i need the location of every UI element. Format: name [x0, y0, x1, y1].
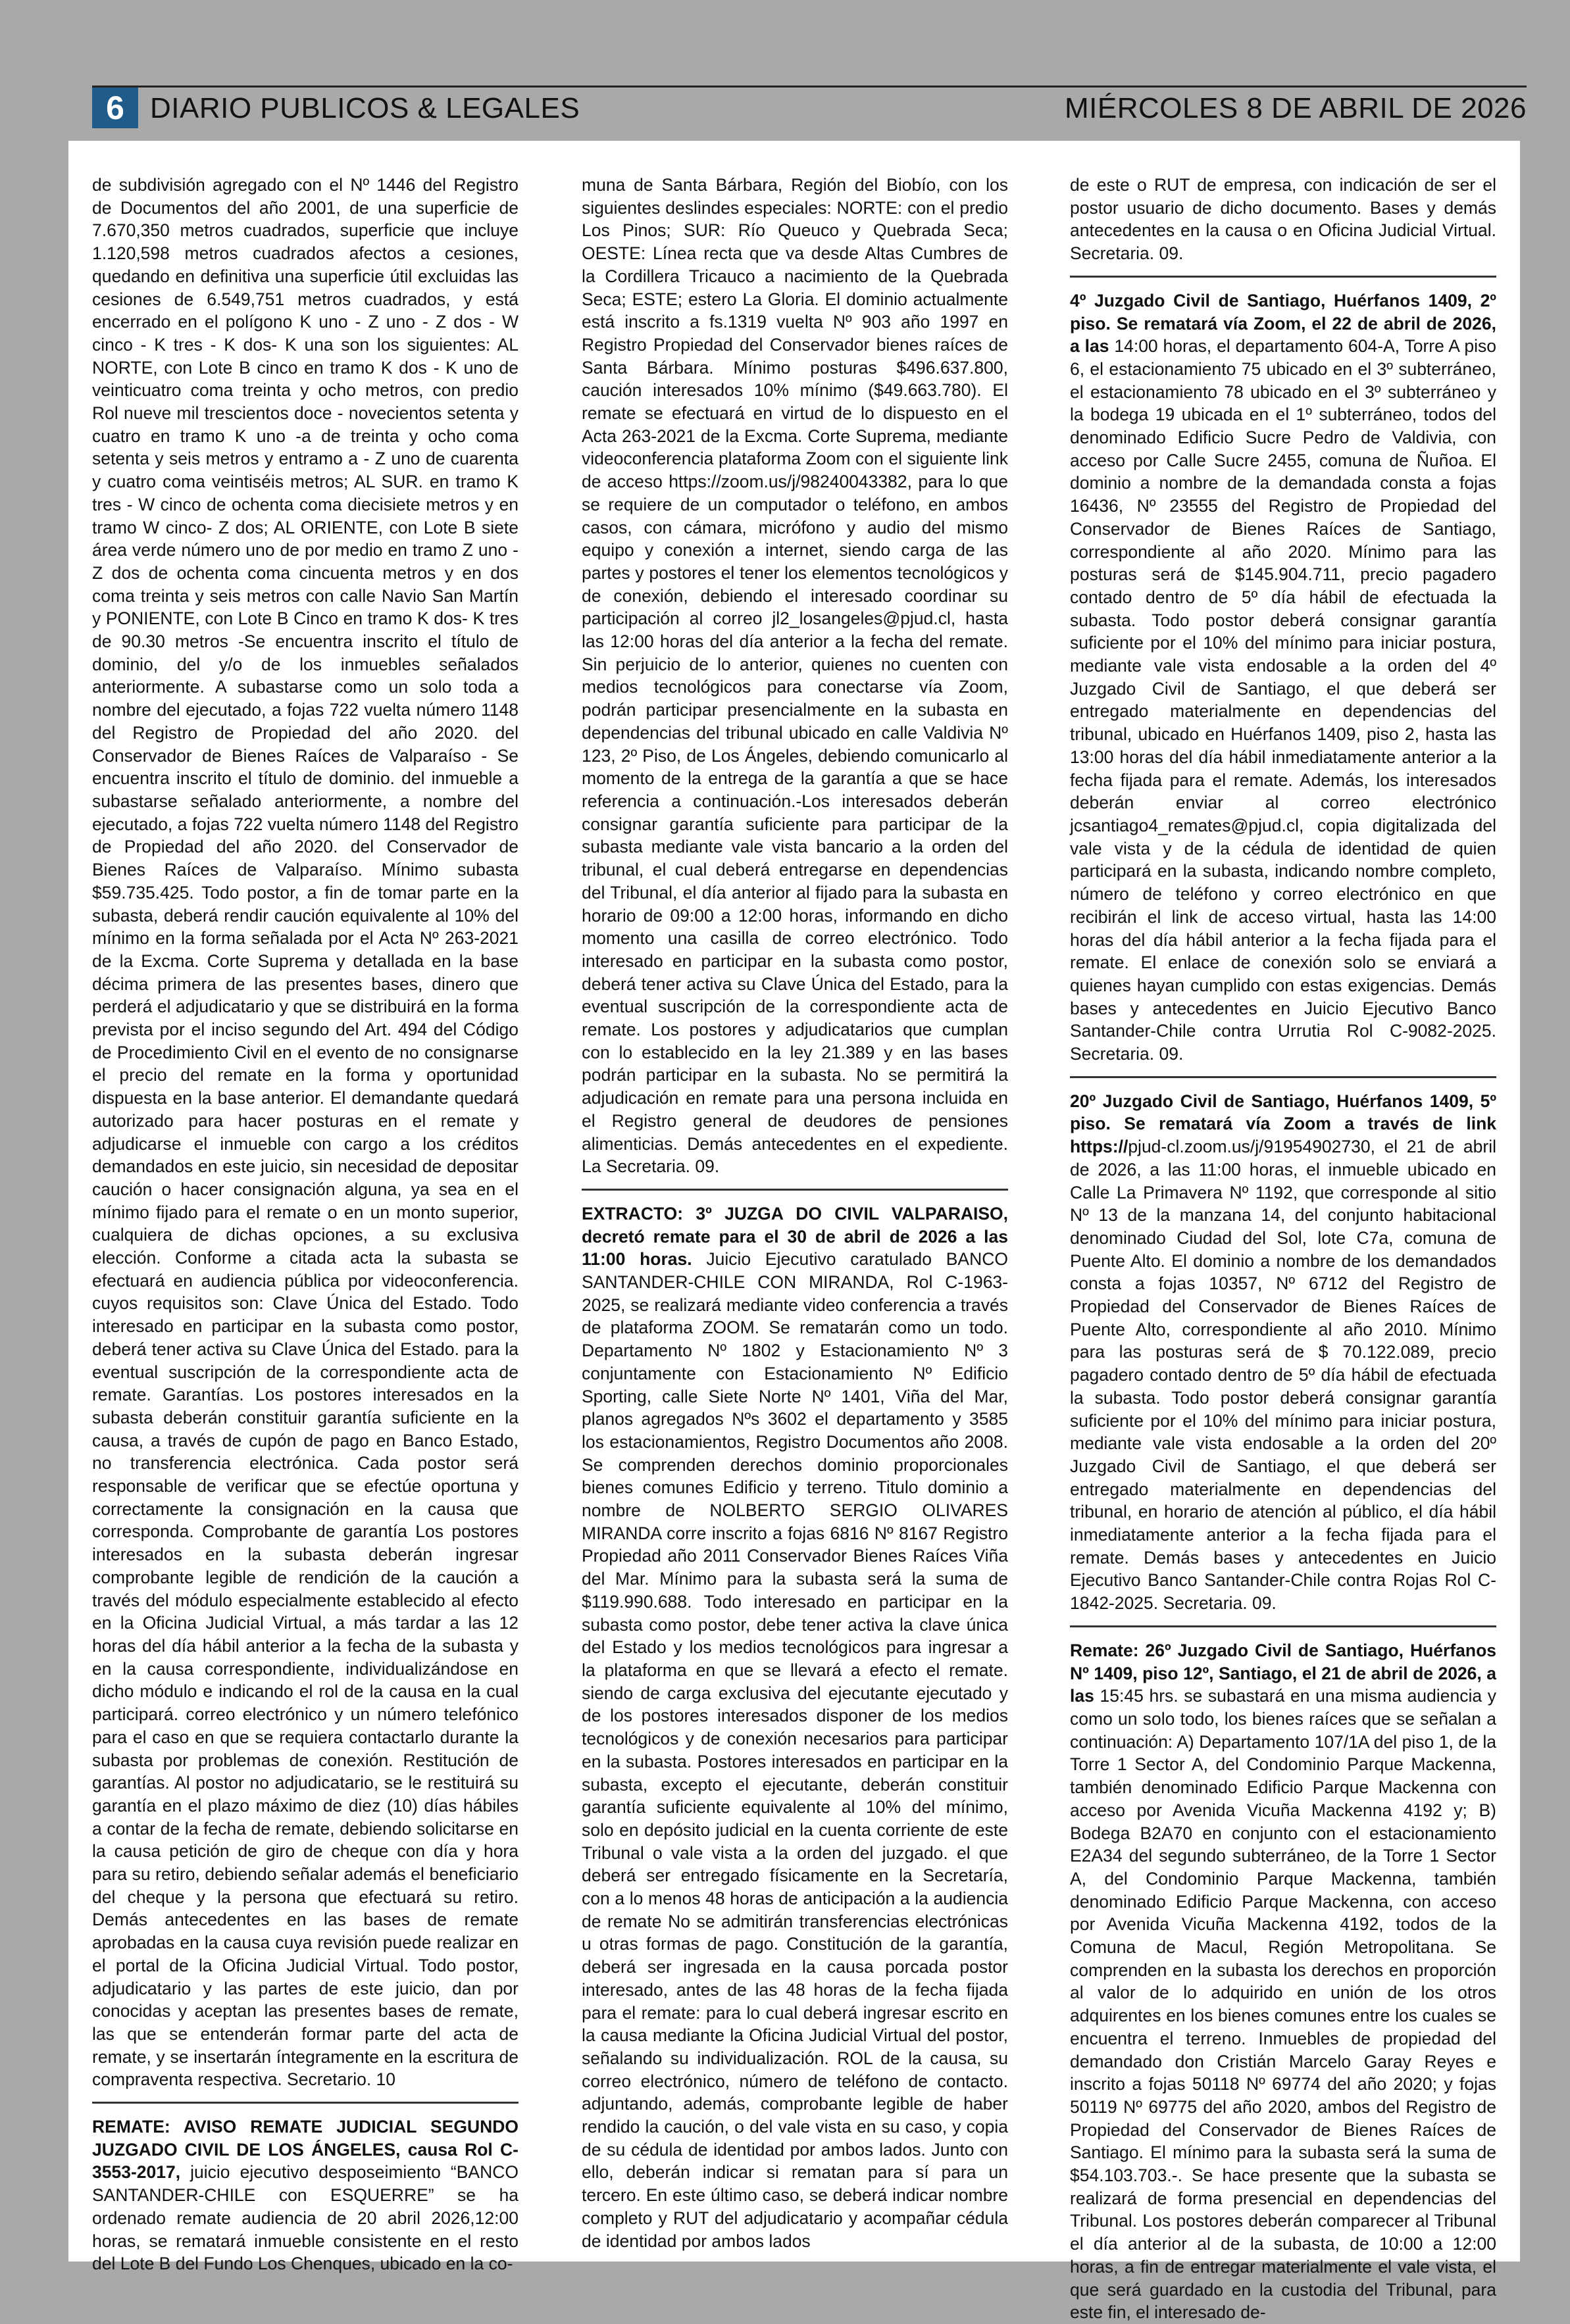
publication-name: DIARIO PUBLICOS & LEGALES	[150, 92, 580, 124]
notice-text: 14:00 horas, el departamento 604-A, Torre A piso 6, el estacionamiento 75 ubicado en el 3º subterráneo, el estacionamiento 78 ubicado en el 3º subterráneo y la bodega 19 ubicada en el 1º subterráneo, todos del denominado Edificio Sucre Pedro de Valdivia, con acceso por Calle Sucre 2455, comuna de Ñuñoa. El dominio a nombre de la demandada consta a fojas 16436, Nº 23555 del Registro de Propiedad del Conservador de Bienes Raíces de Santiago, correspondiente al año 2020. Mínimo para las posturas será de $145.904.711, precio pagadero contado dentro de 5º día hábil de efectuada la subasta. Todo postor deberá consignar garantía suficiente por el 10% del mínimo para iniciar postura, mediante vale vista endosable a la orden del 4º Juzgado Civil de Santiago, el que deberá ser entregado materialmente en dependencias del tribunal, ubicado en Huérfanos 1409, piso 2, hasta las 13:00 horas del día hábil inmediatamente anterior a la fecha fijada para el remate. Además, los interesados deberán enviar al correo electrónico jcsantiago4_remates@pjud.cl, copia digitalizada del vale vista y de la cédula de identidad de quien participará en la subasta, indicando nombre completo, número de teléfono y correo electrónico en que recibirán el link de acceso virtual, hasta las 14:00 horas del día hábil anterior a la fecha fijada para el remate. El enlace de conexión solo se enviará a quienes hayan cumplido con estas exigencias. Demás bases y antecedentes en Juicio Ejecutivo Banco Santander-Chile contra Urrutia Rol C-9082-2025. Secretaria. 09.	[1070, 336, 1496, 1064]
column-1	[92, 174, 519, 2274]
notice-heading: Remate: 26º Juzgado Civil de Santiago, Huérfanos Nº 1409, piso 12º, Santiago, el 21 de abril de 2026, a las	[1070, 1640, 1496, 1706]
publication-date: MIÉRCOLES 8 DE ABRIL DE 2026	[1065, 92, 1527, 124]
notice-heading: EXTRACTO: 3º JUZGA DO CIVIL VALPARAISO, decretó remate para el 30 de abril de 2026 a las 11:00 horas.	[582, 1203, 1008, 1270]
notice-26-juzgado-santiago	[1070, 1625, 1496, 2324]
column-2	[582, 174, 1008, 2252]
notice-4-juzgado-santiago	[1070, 276, 1496, 1066]
notice-heading: 20º Juzgado Civil de Santiago, Huérfanos 1409, 5º piso. Se rematará vía Zoom a través de link https://	[1070, 1091, 1496, 1157]
notice-continued-text: de este o RUT de empresa, con indicación de ser el postor usuario de dicho documento. Bases y demás antecedentes en la causa o en Oficina Judicial Virtual. Secretaria. 09.	[1070, 175, 1496, 264]
column-3	[1070, 174, 1496, 2323]
notice-remate-los-angeles	[92, 2102, 519, 2275]
notice-text: juicio ejecutivo desposeimiento “BANCO SANTANDER-CHILE con ESQUERRE” se ha ordenado remate audiencia de 20 abril 2026,12:00 horas, se rematará inmueble consistente en el resto del Lote B del Fundo Los Chenques, ubicado en la co-	[92, 2162, 519, 2274]
notice-heading: REMATE: AVISO REMATE JUDICIAL SEGUNDO JUZGADO CIVIL DE LOS ÁNGELES, causa Rol C-3553-2017,	[92, 2117, 519, 2183]
notice-20-juzgado-santiago	[1070, 1076, 1496, 1615]
notice-continued-text: muna de Santa Bárbara, Región del Biobío, con los siguientes deslindes especiales: NORTE: con el predio Los Pinos; SUR: Río Queuco y Quebrada Seca; OESTE: Línea recta que va desde Altas Cumbres de la Cordillera Tricauco a nacimiento de la Quebrada Seca; ESTE; estero La Gloria. El dominio actualmente está inscrito a fs.1319 vuelta Nº 903 año 1997 en Registro Propiedad del Conservador bienes raíces de Santa Bárbara. Mínimo posturas $496.637.800, caución interesados 10% mínimo ($49.663.780). El remate se efectuará en virtud de lo dispuesto en el Acta 263-2021 de la Excma. Corte Suprema, mediante videoconferencia plataforma Zoom con el siguiente link de acceso https://zoom.us/j/98240043382, para lo que se requiere de un computador o teléfono, en ambos casos, con cámara, micrófono y audio del mismo equipo y conexión a internet, siendo carga de las partes y postores el tener los elementos tecnológicos y de conexión, debiendo el interesado coordinar su participación al correo jl2_losangeles@pjud.cl, hasta las 12:00 horas del día anterior a la fecha del remate. Sin perjuicio de lo anterior, quienes no cuenten con medios tecnológicos para conectarse vía Zoom, podrán participar presencialmente en la subasta en dependencias del tribunal ubicado en calle Valdivia Nº 123, 2º Piso, de Los Ángeles, debiendo comunicarlo al momento de la entrega de la garantía a que se hace referencia a continuación.-Los interesados deberán consignar garantía suficiente para participar de la subasta mediante vale vista bancario a la orden del tribunal, el cual deberá entregarse en dependencias del Tribunal, el día anterior al fijado para la subasta en horario de 09:00 a 12:00 horas, informando en dicho momento una casilla de correo electrónico. Todo interesado en participar en la subasta como postor, deberá tener activa su Clave Única del Estado, para la eventual suscripción de la correspondiente acta de remate. Los postores y adjudicatarios que cumplan con lo establecido en la ley 21.389 y en las bases podrán participar en la subasta. No se permitirá la adjudicación en remate para una persona incluida en el Registro general de deudores de pensiones alimenticias. Demás antecedentes en el expediente. La Secretaria. 09.	[582, 175, 1008, 1177]
header-rule	[92, 86, 1527, 87]
notice-heading: 4º Juzgado Civil de Santiago, Huérfanos 1409, 2º piso. Se rematará vía Zoom, el 22 de abril de 2026, a las	[1070, 290, 1496, 357]
notice-text: Juicio Ejecutivo caratulado BANCO SANTANDER-CHILE CON MIRANDA, Rol C-1963-2025, se realizará mediante video conferencia a través de plataforma ZOOM. Se rematarán como un todo. Departamento Nº 1802 y Estacionamiento Nº 3 conjuntamente con Estacionamiento Nº Edificio Sporting, calle Siete Norte Nº 1401, Viña del Mar, planos agregados Nºs 3602 el departamento y 3585 los estacionamientos, Registro Documentos año 2008. Se comprenden derechos dominio proporcionales bienes comunes Edificio y terreno. Titulo dominio a nombre de NOLBERTO SERGIO OLIVARES MIRANDA corre inscrito a fojas 6816 Nº 8167 Registro Propiedad año 2011 Conservador Bienes Raíces Viña del Mar. Mínimo para la subasta será la suma de $119.990.688. Todo interesado en participar en la subasta como postor, debe tener activa la clave única del Estado y los medios tecnológicos para ingresar a la plataforma en que se llevará a efecto el remate. siendo de carga exclusiva del ejecutante ejecutado y de los postores interesados disponer de los medios tecnológicos y de conexión necesarios para participar en la subasta. Postores interesados en participar en la subasta, excepto el ejecutante, deberán constituir garantía suficiente equivalente al 10% del mínimo, solo en depósito judicial en la cuenta corriente de este Tribunal o vale vista a la orden del juzgado. el que deberá ser entregado físicamente en la Secretaría, con a lo menos 48 horas de anticipación a la audiencia de remate No se admitirán transferencias electrónicas u otras formas de pago. Constitución de la garantía, deberá ser ingresada en la causa porcada postor interesado, antes de las 48 horas de la fecha fijada para el remate: para lo cual deberá ingresar escrito en la causa mediante la Oficina Judicial Virtual del postor, señalando su individualización. ROL de la causa, su correo electrónico, número de teléfono de contacto. adjuntando, además, comprobante legible de haber rendido la caución, o del vale vista en su caso, y copia de su cédula de identidad por ambos lados. Junto con ello, deberán indicar si rematan para sí para un tercero. En este último caso, se deberá indicar nombre completo y RUT del adjudicatario y acompañar cédula de identidad por ambos lados	[582, 1249, 1008, 2251]
notice-text: 15:45 hrs. se subastará en una misma audiencia y como un solo todo, los bienes raíces que se señalan a continuación: A) Departamento 107/1A del piso 1, de la Torre 1 Sector A, del Condominio Parque Mackenna, también denominado Edificio Parque Mackenna con acceso por Avenida Vicuña Mackenna 4192 y; B) Bodega B2A70 en conjunto con el estacionamiento E2A34 del segundo subterráneo, de la Torre 1 Sector A, del Condominio Parque Mackenna, también denominado Edificio Parque Mackenna, con acceso por Avenida Vicuña Mackenna 4192, todos de la Comuna de Macul, Región Metropolitana. Se comprenden en la subasta los derechos en proporción al valor de lo adquirido en unión de los otros adquirentes en los bienes comunes entre los cuales se encuentra el terreno. Inmuebles de propiedad del demandado don Cristián Marcelo Garay Reyes e inscrito a fojas 50118 Nº 69774 del año 2020; y fojas 50119 Nº 69775 del año 2020, ambos del Registro de Propiedad del Conservador de Bienes Raíces de Santiago. El mínimo para la subasta será la suma de $54.103.703.-. Se hace presente que la subasta se realizará de forma presencial en dependencias del Tribunal. Los postores deberán comparecer al Tribunal el día anterior al de la subasta, de 10:00 a 12:00 horas, a fin de entregar materialmente el vale vista, el que será guardado en la custodia del Tribunal, para este fin, el interesado de-	[1070, 1686, 1496, 2323]
notice-extracto-valparaiso	[582, 1189, 1008, 2252]
notice-text: pjud-cl.zoom.us/j/91954902730, el 21 de abril de 2026, a las 11:00 horas, el inmueble ubicado en Calle La Primavera Nº 1192, que corresponde al sitio Nº 13 de la manzana 14, del conjunto habitacional denominado Ciudad del Sol, lote C7a, comuna de Puente Alto. El dominio a nombre de los demandados consta a fojas 10357, Nº 6712 del Registro de Propiedad del Conservador de Bienes Raíces de Puente Alto, correspondiente al año 2010. Mínimo para las posturas será de $ 70.122.089, precio pagadero contado dentro de 5º día hábil de efectuada la subasta. Todo postor deberá consignar garantía suficiente por el 10% del mínimo para iniciar postura, mediante vale vista endosable a la orden del 20º Juzgado Civil de Santiago, el que deberá ser entregado materialmente en dependencias del tribunal, en horario de atención al público, el día hábil inmediatamente anterior a la fecha fijada para el remate. Demás bases y antecedentes en Juicio Ejecutivo Banco Santander-Chile contra Rojas Rol C-1842-2025. Secretaria. 09.	[1070, 1137, 1496, 1614]
notice-continued-text: de subdivisión agregado con el Nº 1446 del Registro de Documentos del año 2001, de una superficie de 7.670,350 metros cuadrados, superficie que incluye 1.120,598 metros cuadrados afectos a cesiones, quedando en definitiva una superficie útil excluidas las cesiones de 6.549,751 metros cuadrados, y está encerrado en el polígono K uno - Z uno - Z dos - W cinco - K tres - K dos- K una son los siguientes: AL NORTE, con Lote B cinco en tramo K dos - K uno de veinticuatro coma treinta y ocho metros, con predio Rol nueve mil trescientos doce - novecientos setenta y cuatro en tramo K uno -a de treinta y ocho coma setenta y seis metros y entramo a - Z uno de cuarenta y cuatro coma veintiséis metros; AL SUR. en tramo K tres - W cinco de ochenta coma diecisiete metros y en tramo W cinco- Z dos; AL ORIENTE, con Lote B siete área verde número uno de por medio en tramo Z uno - Z dos de ochenta coma cincuenta metros y en dos coma treinta y seis metros con calle Navio San Martín y PONIENTE, con Lote B Cinco en tramo K dos- K tres de 90.30 metros -Se encuentra inscrito el título de dominio, del y/o de los inmuebles señalados anteriormente. A subastarse como un solo toda a nombre del ejecutado, a fojas 722 vuelta número 1148 del Registro de Propiedad del año 2020. del Conservador de Bienes Raíces de Valparaíso - Se encuentra inscrito el título de dominio. del inmueble a subastarse señalado anteriormente, a nombre del ejecutado, a fojas 722 vuelta número 1148 del Registro de Propiedad del año 2020. del Conservador de Bienes Raíces de Valparaíso. Mínimo subasta $59.735.425. Todo postor, a fin de tomar parte en la subasta, deberá rendir caución equivalente al 10% del mínimo en la forma señalada por el Acta Nº 263-2021 de la Excma. Corte Suprema y detallada en la base décima primera de las presentes bases, dinero que perderá el adjudicatario y que se distribuirá en la forma prevista por el inciso segundo del Art. 494 del Código de Procedimiento Civil en el evento de no consignarse el precio del remate en la forma y oportunidad dispuesta en la base anterior. El demandante quedará autorizado para hacer posturas en el remate y adjudicarse el inmueble con cargo a los créditos demandados en este juicio, sin necesidad de depositar caución o hacer consignación alguna, ya sea en el mínimo fijado para el remate o en un monto superior, cualquiera de dichas opciones, a su exclusiva elección. Conforme a citada acta la subasta se efectuará en audiencia pública por videoconferencia. cuyos requisitos son: Clave Única del Estado. Todo interesado en participar en la subasta como postor, deberá tener activa su Clave Única del Estado. para la eventual suscripción de la correspondiente acta de remate. Garantías. Los postores interesados en la subasta deberán constituir garantía suficiente en la causa, a través de cupón de pago en Banco Estado, no transferencia electrónica. Cada postor será responsable de verificar que se efectúe oportuna y correctamente la consignación en la causa que corresponda. Comprobante de garantía Los postores interesados en la subasta deberán ingresar comprobante legible de rendición de la caución a través del módulo especialmente establecido al efecto en la Oficina Judicial Virtual, a más tardar a las 12 horas del día hábil anterior a la fecha de la subasta y en la causa correspondiente, individualizándose en dicho módulo e indicando el rol de la causa en la cual participará. correo electrónico y un número telefónico para el caso en que se requiera contactarlo durante la subasta por problemas de conexión. Restitución de garantías. Al postor no adjudicatario, se le restituirá su garantía en el plazo máximo de diez (10) días hábiles a contar de la fecha de remate, debiendo solicitarse en la causa petición de giro de cheque con día y hora para su retiro, debiendo señalar además el beneficiario del cheque y la persona que efectuará su retiro. Demás antecedentes en las bases de remate aprobadas en la causa cuya revisión puede realizar en el portal de la Oficina Judicial Virtual. Todo postor, adjudicatario y las partes de este juicio, dan por conocidas y aceptan las presentes bases de remate, las que se entenderán formar parte del acta de remate, y se insertarán íntegramente en la escritura de compraventa respectiva. Secretario. 10	[92, 175, 519, 2090]
page-number: 6	[92, 87, 138, 128]
page-body	[68, 141, 1520, 2323]
